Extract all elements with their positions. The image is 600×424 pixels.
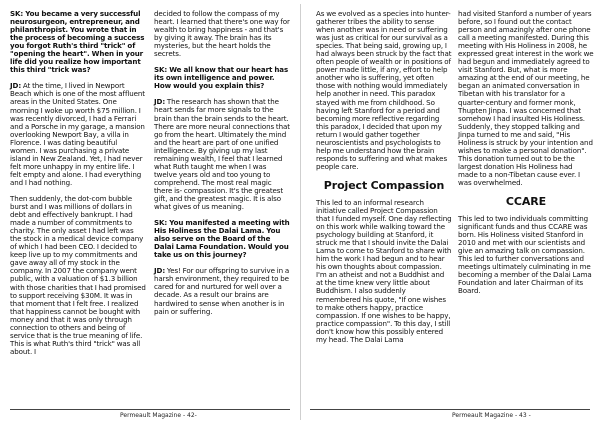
- body-paragraph: As we evolved as a species into hunter-gatherer tribes the ability to sense when another was in need or suffering was just as critical for our survival as a species. That being said, growing up, I had always been struck by the fact that often people of wealth or in positions of power made little, if any, effort to help another who is suffering, yet often those with nothing would immediately help another in need. This paradox stayed with me from childhood. So having left Stanford for a period and becoming more reflective regarding this paradox, I decided that upon my return I would gather together neuroscientists and psychologists to help me understand how the brain responds to suffering and what makes people care.: [316, 9, 452, 171]
- column-4: [458, 10, 594, 304]
- interview-question: SK: You became a very successful neurosurgeon, entrepreneur, and philanthropist. You wrote that in the process of becoming a success you forgot Ruth's third "trick" of "opening the heart". When in your life did you realize how important this third "trick was?: [10, 9, 145, 75]
- column-2: [154, 10, 290, 324]
- footer-right: Permeault Magazine - 43 -: [452, 412, 531, 419]
- column-3: [316, 10, 452, 352]
- interview-question: SK: You manifested a meeting with His Holiness the Dalai Lama. You also serve on the Board of the Dalai Lama Foundation. Would you take us on this journey?: [154, 218, 290, 260]
- answer-text: The research has shown that the heart sends far more signals to the brain than the brain sends to the heart. There are more neural connections that go from the heart. Ultimately the mind and the heart are part of one unified intelligence. By giving up my last remaining wealth, I feel that I learned what Ruth taught me when I was twelve years old and too young to comprehend. The most real magic there is- compassion. It's the greatest gift, and the greatest magic. It is also what gives of us meaning.: [154, 97, 290, 212]
- interview-answer: [154, 267, 290, 315]
- body-paragraph: decided to follow the compass of my heart. I learned that there's one way for wealth to bring happiness - and that's by giving it away. The brain has its mysteries, but the heart holds the secrets.: [154, 9, 290, 59]
- column-1: [10, 10, 146, 364]
- interview-answer: [154, 98, 290, 211]
- body-paragraph: This led to an informal research initiative called Project Compassion that I funded myself. One day reflecting on this work while walking toward the psychology building at Stanford, it struck me that I should invite the Dalai Lama to come to Stanford to share with him the work I had begun and to hear his own thoughts about compassion. I'm an atheist and not a Buddhist and at the time knew very little about Buddhism. I also suddenly remembered his quote, "If one wishes to make others happy, practice compassion. If one wishes to be happy, practice compassion". To this day, I still don't know how this possibly entered my head. The Dalai Lama: [316, 197, 452, 344]
- section-heading: CCARE: [505, 195, 547, 209]
- speaker-label: JD:: [10, 81, 22, 91]
- footer-rule-left: [10, 409, 290, 410]
- speaker-label: JD:: [154, 97, 166, 107]
- speaker-label: JD:: [154, 266, 166, 276]
- body-paragraph: Then suddenly, the dot-com bubble burst and I was millions of dollars in debt and effectively bankrupt. I had made a number of commitments to charity. The only asset I had left was the stock in a medical device company of which I had been CEO. I decided to keep live up to my commitments and gave away all of my stock in the company. In 2007 the company went public, with a valuation of $1.3 billion with those charities that I had promised to support receiving $30M. It was in that moment that I felt free. I realized that happiness cannot be bought with money and that it was only through connection to others and being of service that is the true meaning of life. This is what Ruth's third "trick" was all about. I: [10, 193, 146, 356]
- answer-text: Yes! For our offspring to survive in a harsh environment, they required to be cared for and nurtured for well over a decade. As a result our brains are hardwired to sense when another is in pain or suffering.: [154, 266, 290, 316]
- interview-question: SK: We all know that our heart has its own intelligence and power. How would you explain this?: [154, 65, 289, 91]
- footer-left: Permeault Magazine - 42-: [120, 412, 197, 419]
- body-paragraph: This led to two individuals committing significant funds and thus CCARE was born. His Holiness visited Stanford in 2010 and met with our scientists and give an amazing talk on compassion. This led to further conversations and meetings ultimately culminating in me becoming a member of the Dalai Lama Foundation and later Chairman of its Board.: [458, 214, 592, 296]
- page-gutter: [300, 4, 301, 420]
- section-heading: Project Compassion: [323, 178, 445, 192]
- footer-rule-right: [310, 409, 590, 410]
- interview-answer: [10, 82, 146, 187]
- answer-text: At the time, I lived in Newport Beach which is one of the most affluent areas in the United States. One morning I woke up worth $75 million. I was recently divorced, I had a Ferrari and a Porsche in my garage, a mansion overlooking Newport Bay, a villa in Florence. I was dating beautiful women. I was purchasing a private island in New Zealand. Yet, I had never felt more unhappy in my entire life. I felt empty and alone. I had everything and I had nothing.: [10, 81, 145, 187]
- body-paragraph: had visited Stanford a number of years before, so I found out the contact person and amazingly after one phone call a meeting manifested. During this meeting with His Holiness in 2008, he expressed great interest in the work we had begun and immediately agreed to visit Stanford. But, what is more amazing at the end of our meeting, he began an animated conversation in Tibetan with his translator for a quarter-century and former monk, Thupten Jinpa. I was concerned that somehow I had insulted His Holiness. Suddenly, they stopped talking and Jinpa turned to me and said, "His Holiness is struck by your intention and wishes to make a personal donation". This donation turned out to be the largest donation His Holiness had made to a non-Tibetan cause ever. I was overwhelmed.: [458, 9, 594, 187]
